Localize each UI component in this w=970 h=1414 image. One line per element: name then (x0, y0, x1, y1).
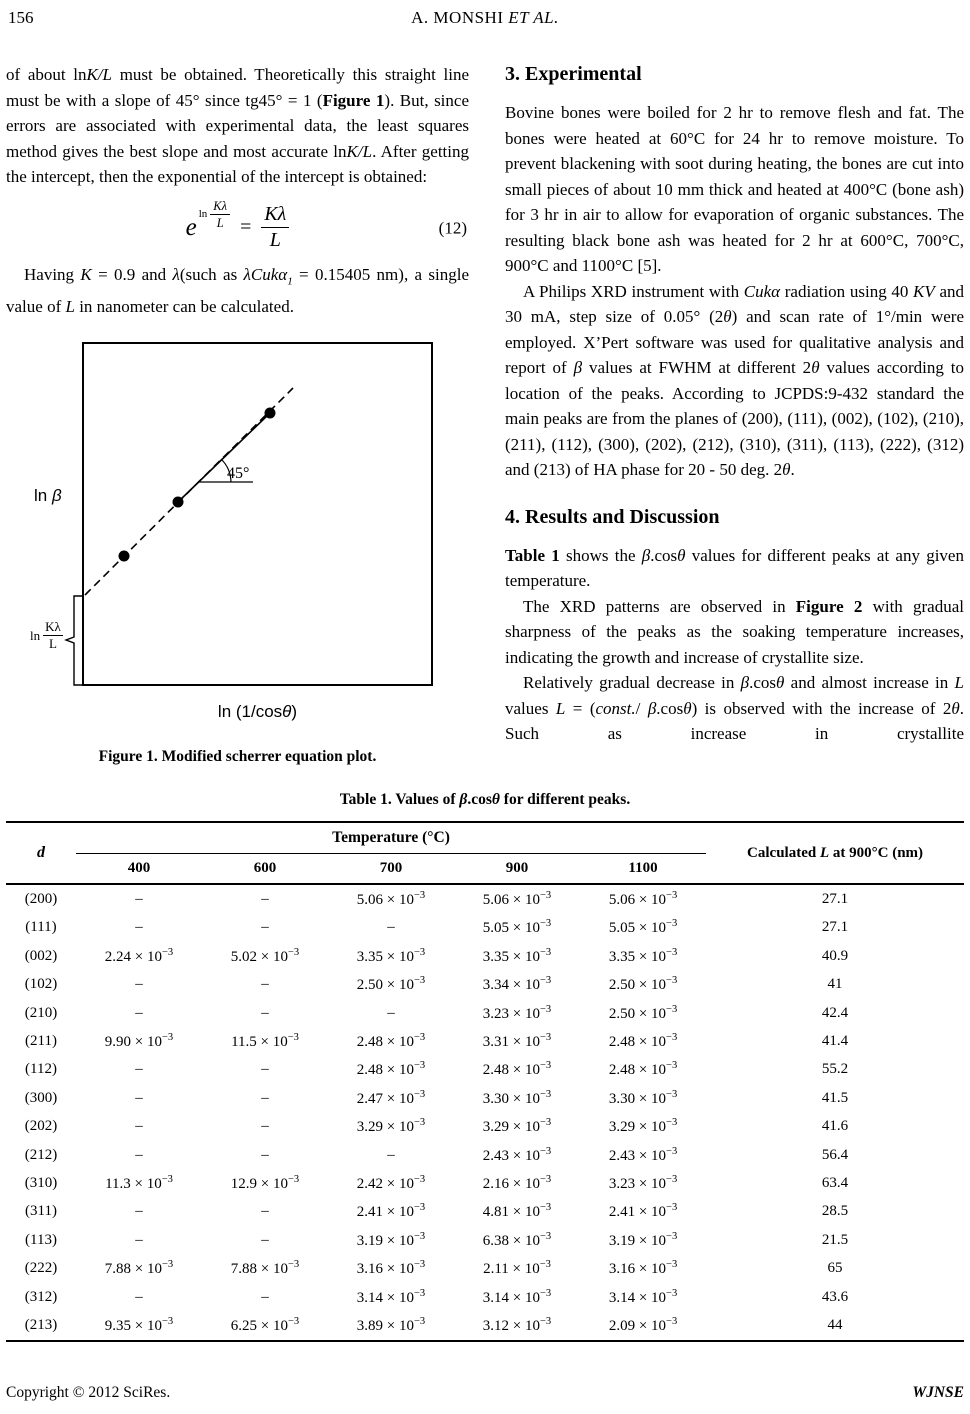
plane-cell: (112) (25, 1061, 57, 1078)
intercept-numerator: Kλ (45, 618, 61, 634)
beta-cos-theta-cell: $3.16 \times 10^{-3}$ (356, 1259, 426, 1278)
table-row (6, 1283, 964, 1311)
beta-cos-theta-cell: $3.19 \times 10^{-3}$ (356, 1230, 426, 1249)
beta-cos-theta-cell: $3.23 \times 10^{-3}$ (482, 1003, 552, 1022)
beta-cos-theta-cell: – (135, 1089, 143, 1106)
beta-cos-theta-cell: $3.29 \times 10^{-3}$ (356, 1117, 426, 1136)
beta-cos-theta-cell: $5.06 \times 10^{-3}$ (482, 890, 552, 909)
calculated-L-cell: 65 (827, 1260, 843, 1277)
column-header-900: 900 (505, 860, 529, 877)
beta-cos-theta-cell: – (135, 1288, 143, 1305)
calculated-L-cell: 41.4 (821, 1033, 849, 1050)
plane-cell: (311) (25, 1203, 57, 1220)
beta-cos-theta-cell: $2.48 \times 10^{-3}$ (482, 1060, 552, 1079)
right-column (505, 62, 964, 769)
beta-cos-theta-cell: – (261, 976, 269, 993)
table-head (6, 822, 964, 884)
beta-cos-theta-cell: $3.35 \times 10^{-3}$ (356, 946, 426, 965)
journal-abbreviation: WJNSE (912, 1384, 964, 1401)
beta-cos-theta-cell: $11.3 \times 10^{-3}$ (105, 1173, 173, 1192)
beta-cos-theta-cell: $3.30 \times 10^{-3}$ (482, 1088, 552, 1107)
calculated-L-cell: 56.4 (821, 1146, 849, 1163)
table-row (6, 1056, 964, 1084)
eq-numerator: Kλ (261, 203, 289, 228)
table-row (6, 971, 964, 999)
eq-exponent-numerator: Kλ (210, 199, 230, 215)
calculated-L-cell: 55.2 (821, 1061, 849, 1078)
beta-cos-theta-cell: $3.89 \times 10^{-3}$ (356, 1315, 426, 1334)
beta-cos-theta-cell: $2.41 \times 10^{-3}$ (356, 1202, 426, 1221)
data-point (119, 550, 130, 561)
eq-exponent-fraction (210, 199, 230, 231)
beta-cos-theta-cell: $5.05 \times 10^{-3}$ (482, 918, 552, 937)
paragraph: Having K = 0.9 and λ(such as λCukα$_1$ = 0.15405 nm), a single value of L in nanometer can be calculated. (6, 264, 470, 317)
beta-cos-theta-cell: $3.16 \times 10^{-3}$ (608, 1259, 678, 1278)
beta-cos-theta-cell: – (135, 919, 143, 936)
intercept-fraction (43, 620, 63, 652)
table-row (6, 1226, 964, 1254)
beta-cos-theta-cell: – (261, 1231, 269, 1248)
beta-cos-theta-cell: $5.06 \times 10^{-3}$ (608, 890, 678, 909)
eq-exponent (199, 199, 230, 231)
table-row (6, 999, 964, 1027)
plane-cell: (202) (24, 1118, 58, 1135)
beta-cos-theta-cell: – (135, 891, 143, 908)
equation-rhs-fraction (261, 203, 289, 252)
plane-cell: (310) (24, 1174, 58, 1191)
running-head: A. MONSHI ET AL. (411, 8, 559, 27)
calculated-L-cell: 44 (827, 1316, 843, 1333)
column-header-400: 400 (127, 860, 151, 877)
beta-cos-theta-cell: – (261, 1061, 269, 1078)
eq-base-e: e (185, 213, 197, 241)
beta-cos-theta-cell: – (261, 891, 269, 908)
table-row (6, 942, 964, 970)
beta-cos-theta-cell: $6.38 \times 10^{-3}$ (482, 1230, 552, 1249)
beta-cos-theta-cell: – (135, 1146, 143, 1163)
beta-cos-theta-cell: – (135, 976, 143, 993)
beta-cos-theta-cell: $2.43 \times 10^{-3}$ (482, 1145, 552, 1164)
plane-cell: (300) (24, 1089, 58, 1106)
column-header-temperature: Temperature (°C) (76, 822, 706, 854)
table-row (6, 1169, 964, 1197)
beta-cos-theta-cell: $3.14 \times 10^{-3}$ (608, 1287, 678, 1306)
plane-cell: (200) (24, 891, 58, 908)
beta-cos-theta-cell: $2.09 \times 10^{-3}$ (608, 1315, 678, 1334)
beta-cos-theta-cell: – (135, 1061, 143, 1078)
angle-label: 45° (227, 464, 250, 482)
column-header-d: d (37, 844, 45, 862)
beta-cos-theta-cell: $12.9 \times 10^{-3}$ (230, 1173, 300, 1192)
intercept-bracket (66, 596, 84, 685)
equation-number: (12) (438, 217, 467, 237)
figure-plot (6, 328, 469, 728)
beta-cos-theta-cell: – (261, 1288, 269, 1305)
beta-cos-theta-cell: – (261, 919, 269, 936)
paragraph: A Philips XRD instrument with Cukα radiation using 40 KV and 30 mA, step size of 0.05° (2θ) and scan rate of 1°/min were employed. X’Pert software was used for qualitative analysis and report of β values at FWHM at different 2θ values according to location of the peaks. According to JCPDS:9-432 standard the main peaks are from the planes of (200), (111), (002), (102), (210), (211), (112), (300), (202), (212), (310), (311), (113), (222), (312) and (213) of HA phase for 20 - 50 deg. 2θ. (505, 281, 964, 479)
beta-cos-theta-cell: $3.14 \times 10^{-3}$ (356, 1287, 426, 1306)
table-row (6, 914, 964, 942)
beta-cos-theta-cell: $5.06 \times 10^{-3}$ (356, 890, 426, 909)
eq-denominator: L (269, 229, 281, 251)
equation-12 (6, 198, 469, 254)
beta-cos-theta-cell: $2.50 \times 10^{-3}$ (608, 1003, 678, 1022)
calculated-L-cell: 27.1 (821, 891, 849, 908)
plane-cell: (312) (24, 1288, 58, 1305)
beta-cos-theta-cell: – (387, 1146, 395, 1163)
beta-cos-theta-cell: $2.42 \times 10^{-3}$ (356, 1173, 426, 1192)
beta-cos-theta-cell: $2.50 \times 10^{-3}$ (356, 975, 426, 994)
beta-cos-theta-cell: – (261, 1203, 269, 1220)
two-column-body (6, 62, 964, 769)
table-row (6, 884, 964, 913)
table-row (6, 1141, 964, 1169)
beta-cos-theta-cell: $2.48 \times 10^{-3}$ (356, 1060, 426, 1079)
plane-cell: (113) (25, 1231, 57, 1248)
calculated-L-cell: 41 (827, 976, 843, 993)
beta-cos-theta-cell: $2.48 \times 10^{-3}$ (608, 1060, 678, 1079)
intercept-ln: ln (30, 628, 41, 644)
table-1 (6, 821, 964, 1341)
beta-cos-theta-cell: – (261, 1004, 269, 1021)
plane-cell: (213) (24, 1316, 58, 1333)
intercept-denominator: L (49, 635, 57, 651)
paragraph: The XRD patterns are observed in Figure 2 with gradual sharpness of the peaks as the soaking temperature increases, indicating the growth and increase of crystallite size. (505, 596, 964, 667)
calculated-L-cell: 40.9 (821, 947, 849, 964)
beta-cos-theta-cell: – (135, 1118, 143, 1135)
beta-cos-theta-cell: $2.16 \times 10^{-3}$ (482, 1173, 552, 1192)
calculated-L-cell: 28.5 (821, 1203, 849, 1220)
table-row (6, 1254, 964, 1282)
table-row (6, 1311, 964, 1340)
page-footer (6, 1384, 964, 1402)
beta-cos-theta-cell: $11.5 \times 10^{-3}$ (231, 1032, 299, 1051)
plot-frame (83, 343, 432, 685)
beta-cos-theta-cell: $6.25 \times 10^{-3}$ (230, 1315, 300, 1334)
paragraph-continuation: of about lnK/L must be obtained. Theoretically this straight line must be with a slope of 45° since tg45° = 1 (Figure 1). But, since errors are associated with experimental data, the least squares method gives the best slope and most accurate lnK/L. After getting the intercept, then the exponential of the intercept is obtained: (6, 65, 469, 186)
beta-cos-theta-cell: – (387, 919, 395, 936)
calculated-L-cell: 63.4 (821, 1174, 849, 1191)
table-caption: Table 1. Values of β.cosθ for different peaks. (339, 791, 631, 809)
beta-cos-theta-cell: $3.31 \times 10^{-3}$ (482, 1032, 552, 1051)
plane-cell: (102) (24, 976, 58, 993)
beta-cos-theta-cell: $3.29 \times 10^{-3}$ (482, 1117, 552, 1136)
data-point (173, 496, 184, 507)
calculated-L-cell: 27.1 (821, 919, 849, 936)
beta-cos-theta-cell: $2.43 \times 10^{-3}$ (608, 1145, 678, 1164)
calculated-L-cell: 41.5 (821, 1089, 849, 1106)
calculated-L-cell: 43.6 (821, 1288, 849, 1305)
calculated-L-cell: 41.6 (821, 1118, 849, 1135)
plane-cell: (210) (24, 1004, 58, 1021)
page-number: 156 (8, 8, 34, 27)
figure-1 (6, 328, 469, 728)
x-axis-label: ln (1/cosθ) (217, 701, 298, 721)
beta-cos-theta-cell: – (135, 1231, 143, 1248)
eq-ln: ln (198, 207, 208, 220)
beta-cos-theta-cell: $2.11 \times 10^{-3}$ (483, 1259, 551, 1278)
beta-cos-theta-cell: $2.50 \times 10^{-3}$ (608, 975, 678, 994)
beta-cos-theta-cell: – (261, 1118, 269, 1135)
beta-cos-theta-cell: $5.05 \times 10^{-3}$ (608, 918, 678, 937)
plane-cell: (111) (25, 919, 57, 936)
beta-cos-theta-cell: $2.48 \times 10^{-3}$ (608, 1032, 678, 1051)
left-column (6, 62, 469, 769)
column-header-1100: 1100 (628, 860, 658, 877)
paragraph: Relatively gradual decrease in β.cosθ and almost increase in L values L = (const./ β.cosθ) is observed with the increase of 2θ. Such as increase in crystallite (505, 673, 965, 743)
intercept-label (30, 620, 63, 652)
beta-cos-theta-cell: $3.35 \times 10^{-3}$ (608, 946, 678, 965)
beta-cos-theta-cell: $3.30 \times 10^{-3}$ (608, 1088, 678, 1107)
column-header-700: 700 (379, 860, 403, 877)
beta-cos-theta-cell: $3.29 \times 10^{-3}$ (608, 1117, 678, 1136)
beta-cos-theta-cell: – (261, 1146, 269, 1163)
beta-cos-theta-cell: – (135, 1004, 143, 1021)
plane-cell: (212) (24, 1146, 58, 1163)
calculated-L-cell: 21.5 (821, 1231, 849, 1248)
beta-cos-theta-cell: $5.02 \times 10^{-3}$ (230, 946, 300, 965)
plane-cell: (211) (25, 1033, 57, 1050)
beta-cos-theta-cell: $7.88 \times 10^{-3}$ (104, 1259, 174, 1278)
beta-cos-theta-cell: $3.19 \times 10^{-3}$ (608, 1230, 678, 1249)
beta-cos-theta-cell: $3.35 \times 10^{-3}$ (482, 946, 552, 965)
beta-cos-theta-cell: $9.35 \times 10^{-3}$ (104, 1315, 174, 1334)
section-heading-experimental: 3. Experimental (505, 63, 642, 85)
beta-cos-theta-cell: $4.81 \times 10^{-3}$ (482, 1202, 552, 1221)
beta-cos-theta-cell: $7.88 \times 10^{-3}$ (230, 1259, 300, 1278)
regression-line-solid (178, 413, 270, 502)
table-row (6, 1027, 964, 1055)
table-body (6, 884, 964, 1340)
table-row (6, 1113, 964, 1141)
plane-cell: (222) (24, 1260, 58, 1277)
figure-caption: Figure 1. Modified scherrer equation plot. (98, 747, 377, 765)
beta-cos-theta-cell: $3.14 \times 10^{-3}$ (482, 1287, 552, 1306)
beta-cos-theta-cell: $2.41 \times 10^{-3}$ (608, 1202, 678, 1221)
beta-cos-theta-cell: $2.24 \times 10^{-3}$ (104, 946, 174, 965)
page-header (6, 8, 964, 30)
copyright-text: Copyright © 2012 SciRes. (6, 1384, 171, 1401)
paragraph: Bovine bones were boiled for 2 hr to remove flesh and fat. The bones were heated at 60°C for 24 hr to remove moisture. To prevent blackening with soot during heating, the bones are cut into small pieces of about 10 mm thick and heated at 400°C (bone ash) for 3 hr in air to allow for evaporation of organic substances. The resulting black bone ash was heated for 2 hr at 600°C, 700°C, 900°C and 1100°C [5]. (505, 103, 964, 275)
column-header-calculated-L: Calculated L at 900°C (nm) (747, 844, 924, 861)
plane-cell: (002) (24, 947, 58, 964)
table-row (6, 1198, 964, 1226)
section-heading-results: 4. Results and Discussion (505, 505, 720, 528)
beta-cos-theta-cell: – (387, 1004, 395, 1021)
beta-cos-theta-cell: $3.12 \times 10^{-3}$ (482, 1315, 552, 1334)
beta-cos-theta-cell: $3.34 \times 10^{-3}$ (482, 975, 552, 994)
eq-exponent-denominator: L (216, 216, 224, 230)
paragraph: Table 1 shows the β.cosθ values for different peaks at any given temperature. (505, 545, 964, 590)
beta-cos-theta-cell: $2.48 \times 10^{-3}$ (356, 1032, 426, 1051)
beta-cos-theta-cell: – (261, 1089, 269, 1106)
calculated-L-cell: 42.4 (821, 1004, 849, 1021)
y-axis-label: ln β (34, 485, 62, 505)
beta-cos-theta-cell: $9.90 \times 10^{-3}$ (104, 1032, 174, 1051)
beta-cos-theta-cell: $2.47 \times 10^{-3}$ (356, 1088, 426, 1107)
table-row (6, 1084, 964, 1112)
equals-sign: = (240, 215, 252, 238)
column-header-600: 600 (253, 860, 277, 877)
data-point (265, 407, 276, 418)
beta-cos-theta-cell: – (135, 1203, 143, 1220)
beta-cos-theta-cell: $3.23 \times 10^{-3}$ (608, 1173, 678, 1192)
